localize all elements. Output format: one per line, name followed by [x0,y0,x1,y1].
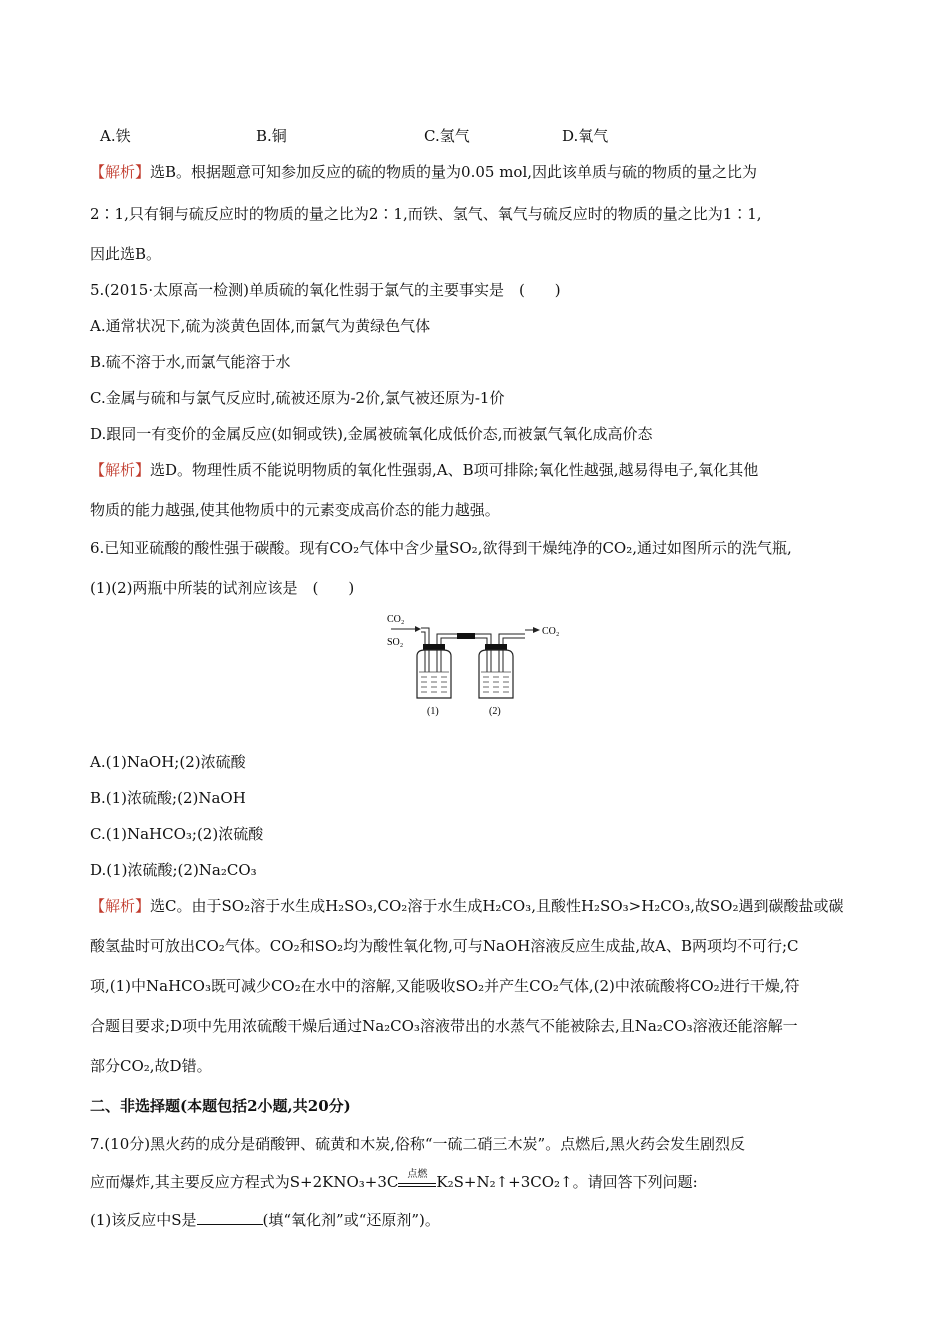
connecting-tubes [437,634,491,672]
figure-inlet-co2-label: CO₂ [387,614,405,625]
q6-stem-line-1: 6.已知亚硫酸的酸性强于碳酸。现有CO₂气体中含少量SO₂,欲得到干燥纯净的CO₂,通过如图所示的洗气瓶, [90,539,792,557]
analysis-tag: 【解析】 [90,897,151,915]
q5-stem: 5.(2015·太原高一检测)单质硫的氧化性弱于氯气的主要事实是 ( ) [90,281,561,299]
q4-analysis-line-1 [90,162,757,182]
q6-option-a: A.(1)NaOH;(2)浓硫酸 [90,753,246,771]
figure-bottle-1-label: (1) [427,706,439,717]
q5-analysis-line-1 [90,460,758,480]
bottle-2 [479,644,513,698]
q4-option-d: D.氧气 [562,127,609,145]
analysis-tag: 【解析】 [90,163,151,181]
q5-analysis-text-1: 选D。物理性质不能说明物质的氧化性强弱,A、B项可排除;氧化性越强,越易得电子,氧化其他 [150,461,759,479]
gas-washing-bottles-figure [385,610,575,722]
q4-option-b: B.铜 [256,127,287,145]
bottle-1 [417,644,451,698]
q5-analysis-line-2: 物质的能力越强,使其他物质中的元素变成高价态的能力越强。 [90,501,500,519]
q6-option-c: C.(1)NaHCO₃;(2)浓硫酸 [90,825,264,843]
q7-sub1-prefix: (1)该反应中S是 [90,1211,197,1229]
q6-analysis-text-1: 选C。由于SO₂溶于水生成H₂SO₃,CO₂溶于水生成H₂CO₃,且酸性H₂SO₃>H₂CO₃,故SO₂遇到碳酸盐或碳 [150,897,844,915]
q6-stem-line-2: (1)(2)两瓶中所装的试剂应该是 ( ) [90,579,355,597]
q6-option-d: D.(1)浓硫酸;(2)Na₂CO₃ [90,861,257,879]
q7-line-2 [90,1169,698,1192]
q4-option-a: A.铁 [100,127,131,145]
q6-analysis-line-1 [90,896,843,916]
inlet-arrowhead-icon [415,626,421,632]
figure-bottle-2-label: (2) [489,706,501,717]
section-2-title: 二、非选择题(本题包括2小题,共20分) [90,1097,351,1115]
q6-option-b: B.(1)浓硫酸;(2)NaOH [90,789,246,807]
q6-analysis-line-5: 部分CO₂,故D错。 [90,1057,212,1075]
reaction-condition-arrow [398,1169,436,1187]
q4-analysis-line-3: 因此选B。 [90,245,162,263]
rubber-tube-connector [457,633,475,639]
figure-inlet-so2-label: SO₂ [387,637,404,648]
answer-blank[interactable] [197,1210,263,1225]
q4-option-c: C.氢气 [424,127,470,145]
q5-option-d: D.跟同一有变价的金属反应(如铜或铁),金属被硫氧化成低价态,而被氯气氧化成高价态 [90,425,653,443]
reaction-condition-label: 点燃 [407,1169,428,1180]
q7-equation-left: 应而爆炸,其主要反应方程式为S+2KNO₃+3C [90,1173,399,1191]
q5-option-b: B.硫不溶于水,而氯气能溶于水 [90,353,291,371]
q4-analysis-line-2: 2∶1,只有铜与硫反应时的物质的量之比为2∶1,而铁、氢气、氧气与硫反应时的物质的量之比为1∶1, [90,205,762,223]
q6-analysis-line-4: 合题目要求;D项中先用浓硫酸干燥后通过Na₂CO₃溶液带出的水蒸气不能被除去,且Na₂CO₃溶液还能溶解一 [90,1017,798,1035]
q7-sub1 [90,1210,440,1230]
q4-analysis-text-1: 选B。根据题意可知参加反应的硫的物质的量为0.05 mol,因此该单质与硫的物质的量之比为 [150,163,758,181]
q6-analysis-line-3: 项,(1)中NaHCO₃既可减少CO₂在水中的溶解,又能吸收SO₂并产生CO₂气体,(2)中浓硫酸将CO₂进行干燥,符 [90,977,800,995]
q5-option-a: A.通常状况下,硫为淡黄色固体,而氯气为黄绿色气体 [90,317,431,335]
q7-line-1: 7.(10分)黑火药的成分是硝酸钾、硫黄和木炭,俗称“一硫二硝三木炭”。点燃后,黑火药会发生剧烈反 [90,1135,745,1153]
outlet-arrowhead-icon [533,627,540,633]
q7-sub1-suffix: (填“氧化剂”或“还原剂”)。 [262,1211,440,1229]
q6-analysis-line-2: 酸氢盐时可放出CO₂气体。CO₂和SO₂均为酸性氧化物,可与NaOH溶液反应生成盐,故A、B两项均不可行;C [90,937,799,955]
analysis-tag: 【解析】 [90,461,151,479]
q5-option-c: C.金属与硫和与氯气反应时,硫被还原为-2价,氯气被还原为-1价 [90,389,505,407]
figure-outlet-co2-label: CO₂ [542,626,560,637]
q7-equation-right: K₂S+N₂↑+3CO₂↑。请回答下列问题: [436,1173,698,1191]
